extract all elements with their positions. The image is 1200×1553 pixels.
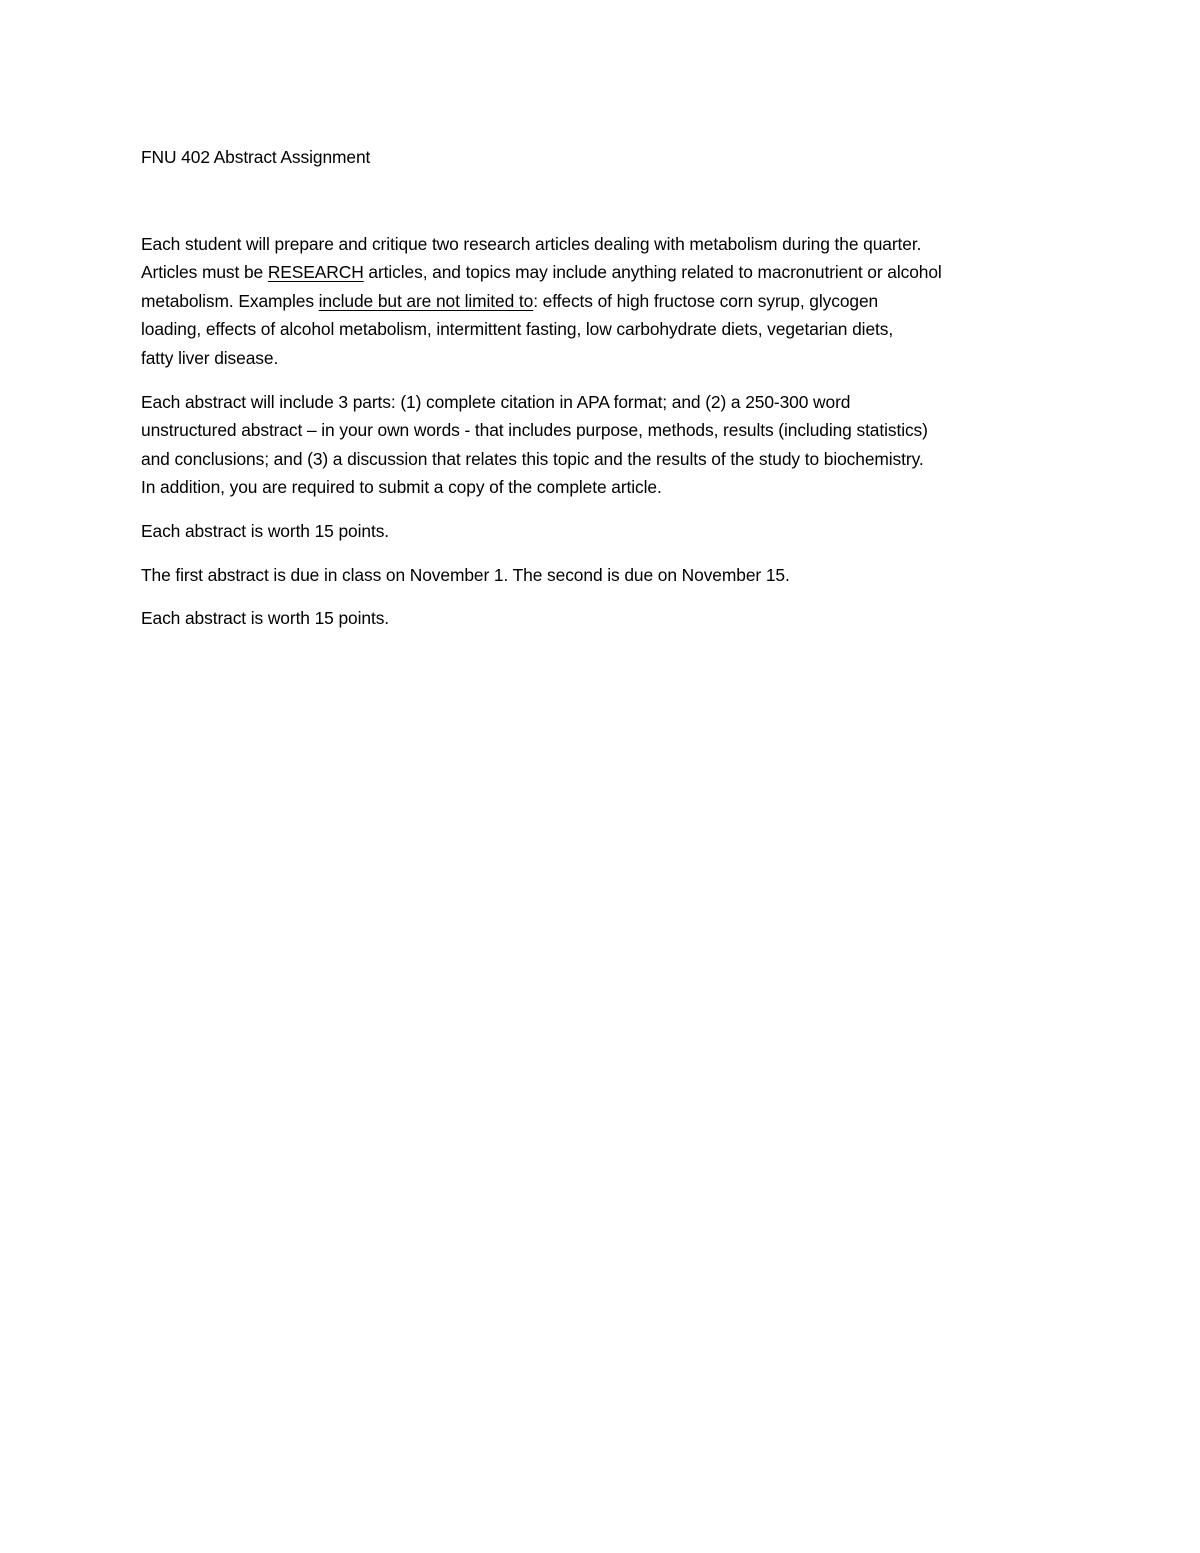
paragraph-points-repeat: Each abstract is worth 15 points. [141, 608, 390, 629]
text-line [141, 287, 1061, 316]
text-run: : effects of high fructose corn syrup, glycogen [533, 290, 879, 311]
text-line: In addition, you are required to submit a copy of the complete article. [141, 477, 662, 498]
underlined-research: RESEARCH [267, 262, 364, 283]
paragraph-points: Each abstract is worth 15 points. [141, 520, 390, 541]
text-line: loading, effects of alcohol metabolism, intermittent fasting, low carbohydrate diets, vegetarian diets, [141, 319, 894, 340]
document-body [141, 143, 1061, 633]
text-run: Articles must be [141, 262, 268, 283]
text-run: articles, and topics may include anything related to macronutrient or alcohol [363, 262, 942, 283]
document-title: FNU 402 Abstract Assignment [141, 147, 371, 167]
text-line: Each abstract will include 3 parts: (1) complete citation in APA format; and (2) a 250-300 word [141, 391, 851, 412]
underlined-not-limited: include but are not limited to [318, 290, 534, 311]
paragraph-parts [141, 388, 1061, 502]
text-line: Each student will prepare and critique two research articles dealing with metabolism during the quarter. [141, 233, 922, 254]
paragraph-requirements [141, 230, 1061, 373]
text-line: fatty liver disease. [141, 347, 279, 368]
text-run: metabolism. Examples [141, 290, 319, 311]
text-line [141, 258, 1061, 287]
text-line: and conclusions; and (3) a discussion that relates this topic and the results of the study to biochemistry. [141, 448, 924, 469]
paragraph-due-dates: The first abstract is due in class on November 1. The second is due on November 15. [141, 564, 790, 585]
text-line: unstructured abstract – in your own words - that includes purpose, methods, results (including statistics) [141, 420, 928, 441]
